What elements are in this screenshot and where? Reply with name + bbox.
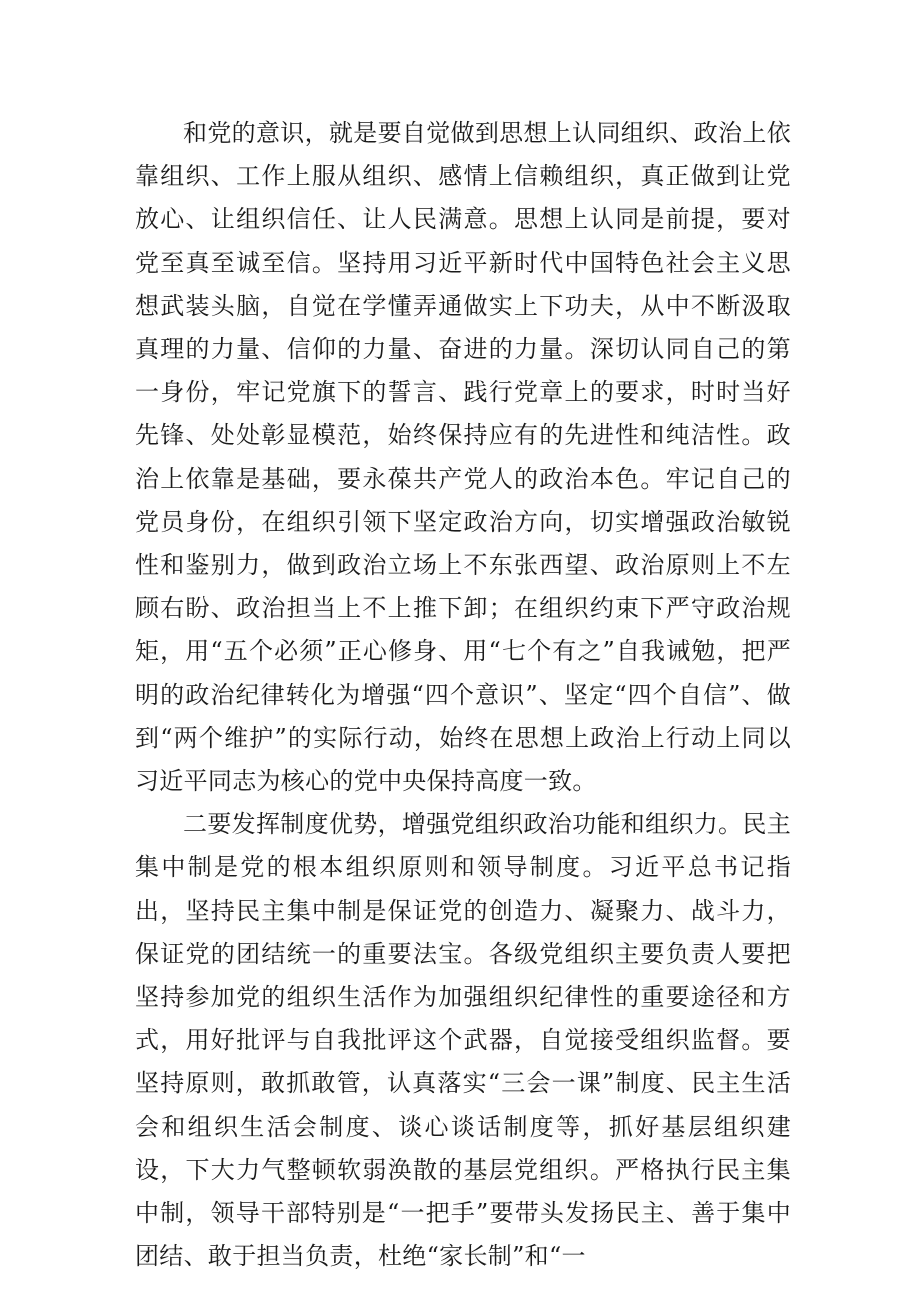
paragraph-2: 二要发挥制度优势，增强党组织政治功能和组织力。民主集中制是党的根本组织原则和领导制度。习近平总书记指出，坚持民主集中制是保证党的创造力、凝聚力、战斗力，保证党的团结统一的重要法宝。各级党组织主要负责人要把坚持参加党的组织生活作为加强组织纪律性的重要途径和方式，用好批评与自我批评这个武器，自觉接受组织监督。要坚持原则，敢抓敢管，认真落实“三会一课”制度、民主生活会和组织生活会制度、谈心谈话制度等，抓好基层组织建设，下大力气整顿软弱涣散的基层党组织。严格执行民主集中制，领导干部特别是“一把手”要带头发扬民主、善于集中团结、敢于担当负责，杜绝“家长制”和“一 [135,810,791,1271]
document-body [135,112,791,1278]
paragraph-1: 和党的意识，就是要自觉做到思想上认同组织、政治上依靠组织、工作上服从组织、感情上信赖组织，真正做到让党放心、让组织信任、让人民满意。思想上认同是前提，要对党至真至诚至信。坚持用习近平新时代中国特色社会主义思想武装头脑，自觉在学懂弄通做实上下功夫，从中不断汲取真理的力量、信仰的力量、奋进的力量。深切认同自己的第一身份，牢记党旗下的誓言、践行党章上的要求，时时当好先锋、处处彰显模范，始终保持应有的先进性和纯洁性。政治上依靠是基础，要永葆共产党人的政治本色。牢记自己的党员身份，在组织引领下坚定政治方向，切实增强政治敏锐性和鉴别力，做到政治立场上不东张西望、政治原则上不左顾右盼、政治担当上不上推下卸；在组织约束下严守政治规矩，用“五个必须”正心修身、用“七个有之”自我诫勉，把严明的政治纪律转化为增强“四个意识”、坚定“四个自信”、做到“两个维护”的实际行动，始终在思想上政治上行动上同以习近平同志为核心的党中央保持高度一致。 [135,119,791,796]
